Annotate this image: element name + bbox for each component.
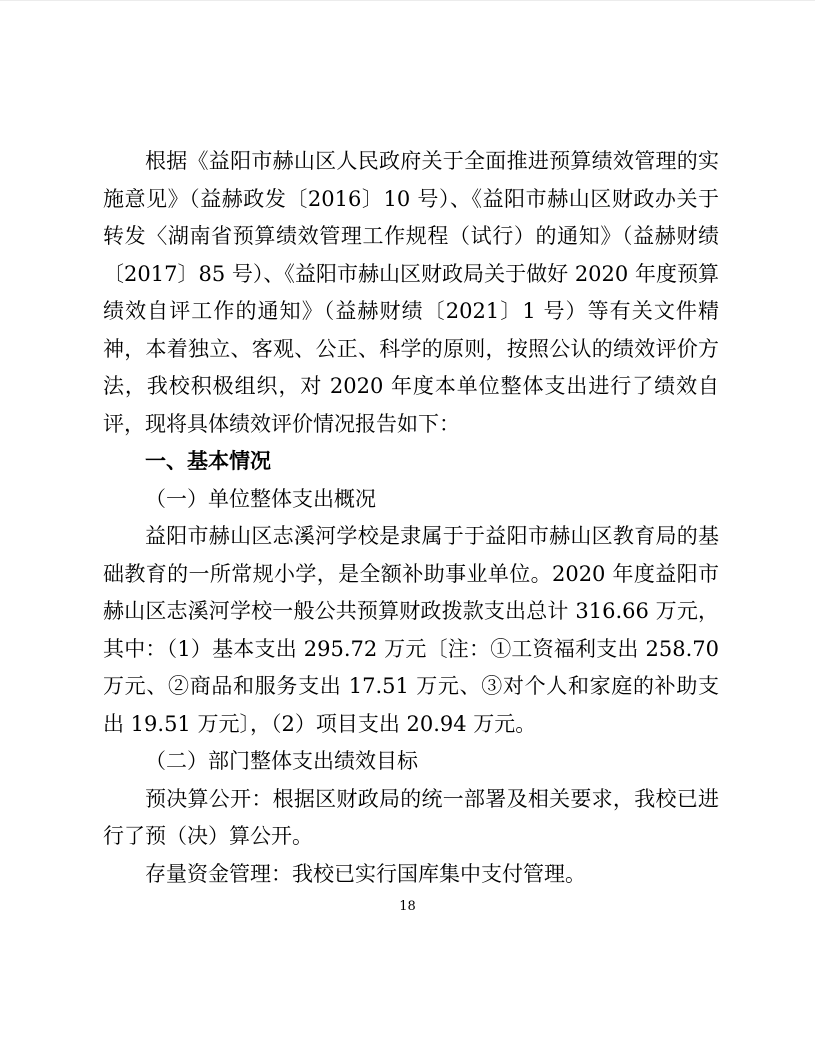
body-paragraph: 根据《益阳市赫山区人民政府关于全面推进预算绩效管理的实施意见》（益赫政发〔2016〕10 号）、《益阳市赫山区财政办关于转发〈湖南省预算绩效管理工作规程（试行）的通知》（益赫财绩〔2017〕85 号）、《益阳市赫山区财政局关于做好 2020 年度预算绩效自评工作的通知》（益赫财绩〔2021〕1 号）等有关文件精神，本着独立、客观、公正、科学的原则，按照公认的绩效评价方法，我校积极组织，对 2020 年度本单位整体支出进行了绩效自评，现将具体绩效评价情况报告如下： xyxy=(103,149,719,436)
document-body xyxy=(103,143,719,893)
page-number: 18 xyxy=(399,899,416,914)
section-heading: 一、基本情况 xyxy=(145,449,271,473)
body-paragraph: 预决算公开：根据区财政局的统一部署及相关要求，我校已进行了预（决）算公开。 xyxy=(103,786,719,848)
body-paragraph: 存量资金管理：我校已实行国库集中支付管理。 xyxy=(145,861,586,886)
body-paragraph: 益阳市赫山区志溪河学校是隶属于于益阳市赫山区教育局的基础教育的一所常规小学，是全额补助事业单位。2020 年度益阳市赫山区志溪河学校一般公共预算财政拨款支出总计 316.66 万元，其中：（1）基本支出 295.72 万元〔注：①工资福利支出 258.70 万元、②商品和服务支出 17.51 万元、③对个人和家庭的补助支出 19.51 万元〕，（2）项目支出 20.94 万元。 xyxy=(103,524,719,736)
subsection-heading: （一）单位整体支出概况 xyxy=(145,486,376,511)
subsection-heading: （二）部门整体支出绩效目标 xyxy=(145,749,418,773)
